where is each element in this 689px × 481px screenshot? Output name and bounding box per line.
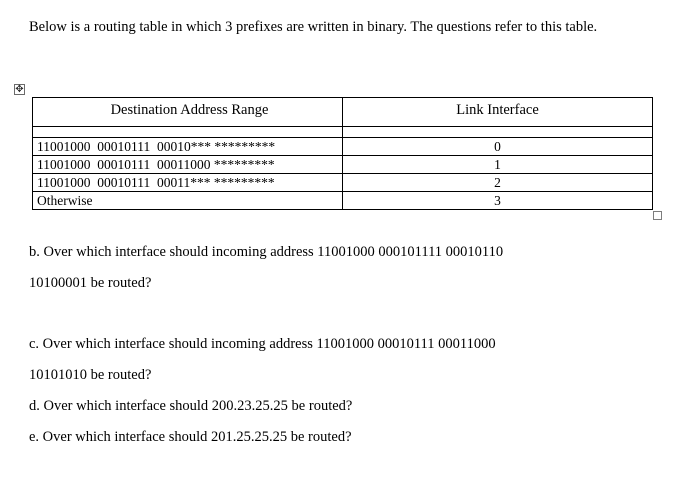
- range-cell: 11001000 00010111 00010*** *********: [33, 138, 343, 156]
- table-row: [33, 174, 653, 192]
- range-cell: 11001000 00010111 00011000 *********: [33, 156, 343, 174]
- spacer-cell: [33, 127, 343, 138]
- question-c-line1: c. Over which interface should incoming address 11001000 00010111 00011000: [29, 336, 496, 352]
- intro-text: Below is a routing table in which 3 prefixes are written in binary. The questions refer to this table.: [29, 19, 598, 35]
- interface-cell: 3: [343, 192, 653, 210]
- table-row: [33, 138, 653, 156]
- question-b-line1: b. Over which interface should incoming address 11001000 000101111 00010110: [29, 244, 504, 260]
- interface-cell: 2: [343, 174, 653, 192]
- question-c-line2: 10101010 be routed?: [29, 367, 152, 383]
- table-row: [33, 156, 653, 174]
- interface-cell: 0: [343, 138, 653, 156]
- range-cell: Otherwise: [33, 192, 343, 210]
- question-e: e. Over which interface should 201.25.25.25 be routed?: [29, 429, 352, 445]
- table-spacer-row: [33, 127, 653, 138]
- interface-cell: 1: [343, 156, 653, 174]
- table-row: [33, 192, 653, 210]
- table-resize-handle-icon[interactable]: [653, 211, 662, 220]
- header-link-interface: Link Interface: [343, 98, 653, 127]
- range-cell: 11001000 00010111 00011*** *********: [33, 174, 343, 192]
- question-b-line2: 10100001 be routed?: [29, 275, 152, 291]
- routing-table: [32, 97, 653, 210]
- table-move-handle-icon[interactable]: ✥: [15, 84, 24, 95]
- header-destination-range: Destination Address Range: [33, 98, 343, 127]
- question-d: d. Over which interface should 200.23.25.25 be routed?: [29, 398, 353, 414]
- spacer-cell: [343, 127, 653, 138]
- table-header-row: [33, 98, 653, 127]
